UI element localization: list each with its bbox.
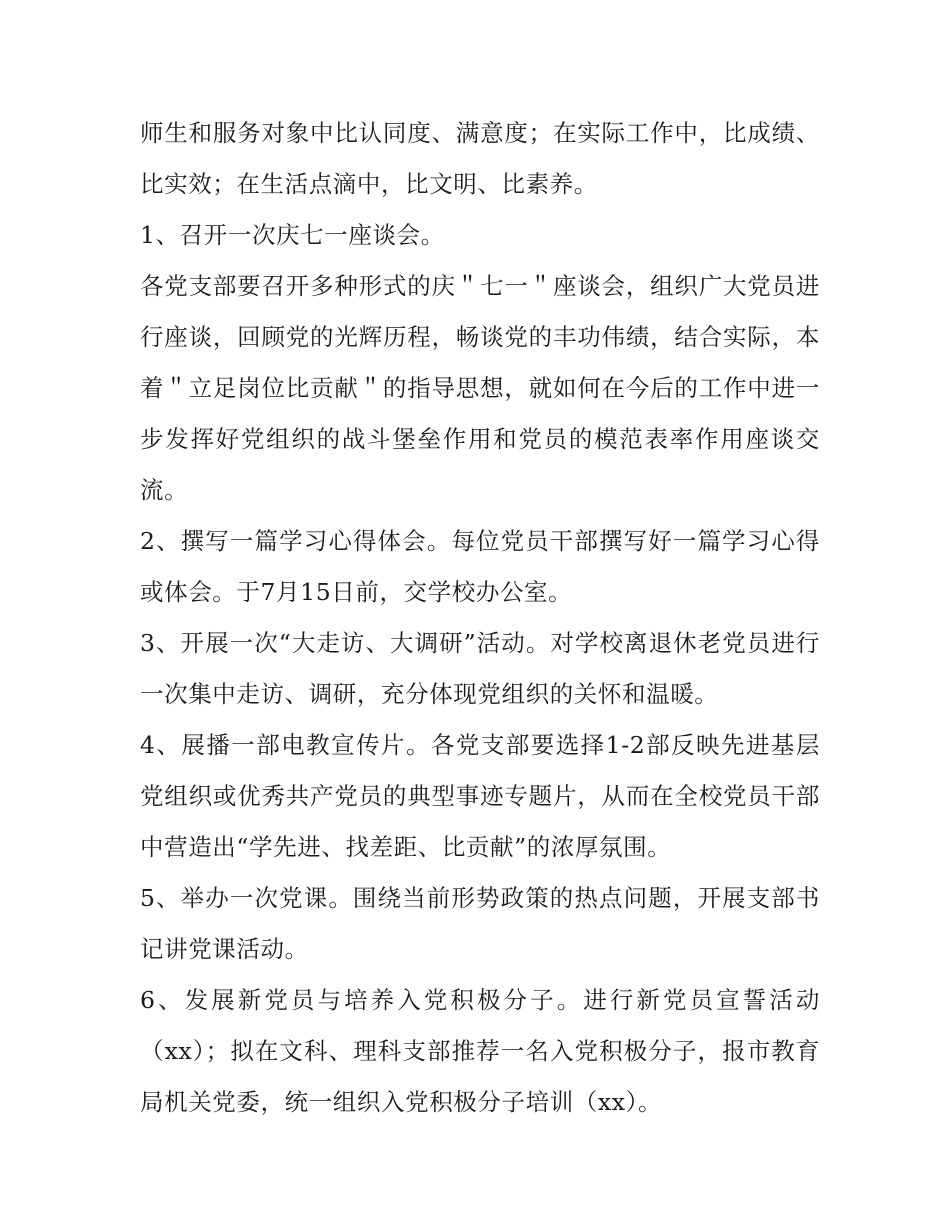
document-body	[140, 108, 820, 1128]
paragraph-item-3: 3、开展一次“大走访、大调研”活动。对学校离退休老党员进行一次集中走访、调研，充分体现党组织的关怀和温暖。	[140, 629, 820, 708]
paragraph-item-1-body: 各党支部要召开多种形式的庆＂七一＂座谈会，组织广大党员进行座谈，回顾党的光辉历程，畅谈党的丰功伟绩，结合实际，本着＂立足岗位比贡献＂的指导思想，就如何在今后的工作中进一步发挥好党组织的战斗堡垒作用和党员的模范表率作用座谈交流。	[140, 272, 820, 504]
paragraph-item-6: 6、发展新党员与培养入党积极分子。进行新党员宣誓活动（xx）；拟在文科、理科支部推荐一名入党积极分子，报市教育局机关党委，统一组织入党积极分子培训（xx）。	[140, 986, 820, 1116]
paragraph-item-5: 5、举办一次党课。围绕当前形势政策的热点问题，开展支部书记讲党课活动。	[140, 884, 820, 963]
paragraph-item-4: 4、展播一部电教宣传片。各党支部要选择1-2部反映先进基层党组织或优秀共产党员的典型事迹专题片，从而在全校党员干部中营造出“学先进、找差距、比贡献”的浓厚氛围。	[140, 731, 820, 861]
paragraph-item-2: 2、撰写一篇学习心得体会。每位党员干部撰写好一篇学习心得或体会。于7月15日前，交学校办公室。	[140, 527, 820, 606]
paragraph-item-1-title: 1、召开一次庆七一座谈会。	[140, 221, 445, 249]
paragraph-intro: 师生和服务对象中比认同度、满意度；在实际工作中，比成绩、比实效；在生活点滴中，比文明、比素养。	[140, 119, 820, 198]
